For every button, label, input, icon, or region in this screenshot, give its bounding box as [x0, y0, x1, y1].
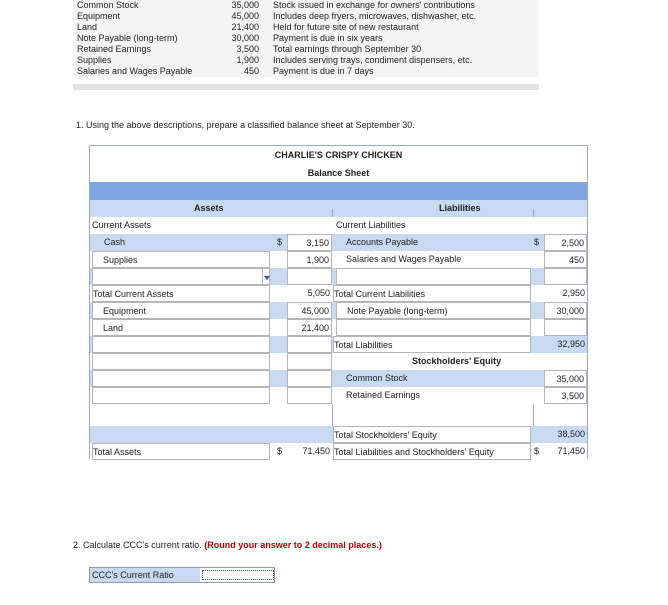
account-description: Includes deep fryers, microwaves, dishwasher, etc.	[273, 11, 477, 21]
account-name: Equipment	[77, 11, 121, 21]
empty-liability-select[interactable]	[336, 319, 531, 336]
empty-asset-select[interactable]	[92, 387, 270, 404]
account-amount: 450	[243, 66, 259, 76]
question-2-emphasis: (Round your answer to 2 decimal places.)	[204, 540, 382, 550]
total-current-liabilities-label[interactable]: Total Current Liabilities	[333, 285, 531, 302]
retained-earnings-input[interactable]: 3,500	[544, 387, 587, 404]
liabilities-header: Liabilities	[439, 203, 481, 213]
account-amount: 30,000	[231, 33, 259, 43]
account-row	[73, 66, 539, 77]
column-header-row	[90, 200, 587, 217]
table-row	[90, 268, 587, 285]
account-name: Common Stock	[77, 0, 139, 10]
table-row	[90, 370, 587, 387]
common-stock-label: Common Stock	[346, 373, 408, 383]
empty-asset-select[interactable]	[92, 370, 270, 387]
equipment-select[interactable]: Equipment	[92, 302, 270, 319]
balance-sheet	[89, 145, 588, 459]
account-amount: 35,000	[231, 0, 259, 10]
total-l-se-dollar: $	[534, 446, 540, 456]
salaries-label: Salaries and Wages Payable	[346, 254, 462, 264]
cash-dollar: $	[277, 237, 283, 247]
note-payable-select[interactable]: Note Payable (long-term)	[336, 302, 531, 319]
table-row	[90, 302, 587, 319]
account-description: Stock issued in exchange for owners' contributions	[273, 0, 475, 10]
account-description: Payment is due in 7 days	[273, 66, 374, 76]
current-ratio-label: CCC's Current Ratio	[90, 568, 200, 582]
empty-liability-input[interactable]	[544, 268, 587, 285]
current-ratio-input[interactable]	[202, 570, 274, 580]
account-description: Total earnings through September 30	[273, 44, 422, 54]
account-amount: 1,900	[236, 55, 259, 65]
total-current-assets-value: 5,050	[307, 288, 330, 298]
table-row	[90, 426, 587, 443]
accounts-payable-dollar: $	[534, 237, 540, 247]
note-payable-input[interactable]: 30,000	[544, 302, 587, 319]
section-band	[90, 182, 587, 200]
account-amount: 21,400	[231, 22, 259, 32]
company-title: CHARLIE'S CRISPY CHICKEN	[274, 150, 403, 160]
account-name: Retained Earnings	[77, 44, 152, 54]
account-name: Supplies	[77, 55, 112, 65]
stockholders-equity-header: Stockholders' Equity	[412, 356, 502, 366]
table-row	[90, 285, 587, 302]
land-select[interactable]: Land	[92, 319, 270, 336]
assets-header: Assets	[194, 203, 224, 213]
account-amount: 3,500	[236, 44, 259, 54]
account-description: Payment is due in six years	[273, 33, 383, 43]
empty-asset-input[interactable]	[287, 387, 332, 404]
total-se-value: 38,500	[557, 429, 585, 439]
question-2-text: 2. Calculate CCC's current ratio.	[73, 540, 202, 550]
supplies-select[interactable]: Supplies	[92, 251, 270, 268]
table-row	[90, 353, 587, 370]
total-current-assets-label[interactable]: Total Current Assets	[92, 285, 270, 302]
account-row	[73, 55, 539, 66]
empty-asset-select[interactable]	[92, 268, 270, 285]
total-liabilities-label[interactable]: Total Liabilities	[333, 336, 531, 353]
total-liabilities-value: 32,950	[557, 339, 585, 349]
table-row	[90, 251, 587, 268]
current-assets-label: Current Assets	[92, 220, 152, 230]
table-row	[90, 336, 587, 353]
account-row	[73, 0, 539, 11]
cash-label: Cash	[104, 237, 126, 247]
accounts-payable-input[interactable]: 2,500	[544, 234, 587, 251]
account-description: Includes serving trays, condiment dispensers, etc.	[273, 55, 473, 65]
current-liabilities-label: Current Liabilities	[336, 220, 406, 230]
total-assets-dollar: $	[277, 446, 283, 456]
common-stock-input[interactable]: 35,000	[544, 370, 587, 387]
table-row	[90, 443, 587, 460]
account-name: Salaries and Wages Payable	[77, 66, 193, 76]
account-name: Note Payable (long-term)	[77, 33, 178, 43]
account-name: Land	[77, 22, 98, 32]
cash-input[interactable]: 3,150	[287, 234, 332, 251]
total-current-liabilities-value: 2,950	[562, 288, 585, 298]
chevron-down-icon[interactable]	[262, 269, 271, 286]
table-row	[90, 387, 587, 404]
table-row	[90, 217, 587, 234]
question-1: 1. Using the above descriptions, prepare a classified balance sheet at September 30.	[76, 120, 415, 130]
account-amount: 45,000	[231, 11, 259, 21]
current-ratio-row	[89, 567, 275, 583]
supplies-input[interactable]: 1,900	[287, 251, 332, 268]
total-se-label[interactable]: Total Stockholders' Equity	[333, 426, 531, 443]
accounts-payable-label: Accounts Payable	[346, 237, 419, 247]
empty-asset-input[interactable]	[287, 336, 332, 353]
account-description: Held for future site of new restaurant	[273, 22, 419, 32]
equipment-input[interactable]: 45,000	[287, 302, 332, 319]
empty-asset-input[interactable]	[287, 370, 332, 387]
retained-earnings-label: Retained Earnings	[346, 390, 421, 400]
statement-title: Balance Sheet	[307, 168, 370, 178]
table-row	[90, 234, 587, 251]
account-descriptions-table	[73, 0, 539, 77]
table-divider	[73, 84, 539, 90]
empty-asset-select[interactable]	[92, 336, 270, 353]
total-assets-label[interactable]: Total Assets	[92, 443, 270, 460]
question-2	[73, 540, 382, 550]
salaries-input[interactable]: 450	[544, 251, 587, 268]
account-row	[73, 44, 539, 55]
empty-asset-input[interactable]	[287, 268, 332, 285]
land-input[interactable]: 21,400	[287, 319, 332, 336]
total-assets-value: 71,450	[302, 446, 330, 456]
empty-asset-select[interactable]	[92, 353, 270, 370]
empty-liability-select[interactable]	[336, 268, 531, 285]
empty-asset-input[interactable]	[287, 353, 332, 370]
account-row	[73, 11, 539, 22]
total-l-se-label[interactable]: Total Liabilities and Stockholders' Equity	[333, 443, 531, 460]
account-row	[73, 22, 539, 33]
empty-liability-input[interactable]	[544, 319, 587, 336]
total-l-se-value: 71,450	[557, 446, 585, 456]
account-row	[73, 33, 539, 44]
table-row	[90, 319, 587, 336]
